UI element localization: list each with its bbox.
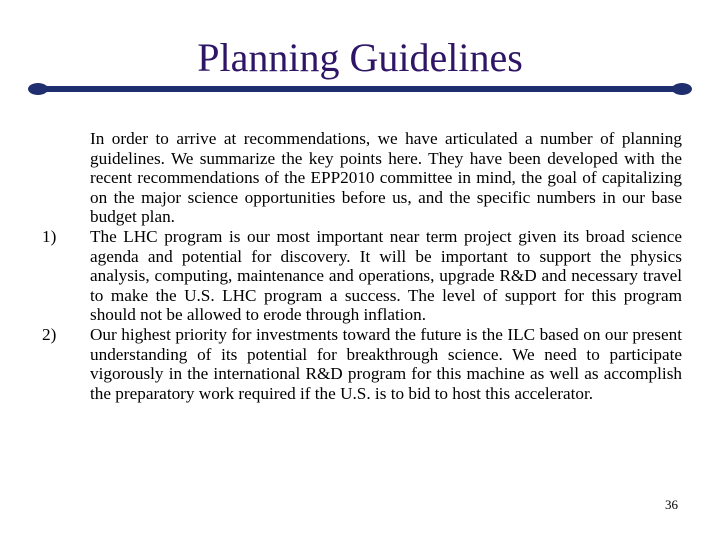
rule-right-cap xyxy=(672,83,692,95)
slide-title: Planning Guidelines xyxy=(197,35,523,80)
list-item-number: 1) xyxy=(42,226,57,246)
list-item-number: 2) xyxy=(42,324,57,344)
page-number: 36 xyxy=(665,497,678,512)
title-underline xyxy=(28,82,692,96)
intro-paragraph: In order to arrive at recommendations, we have articulated a number of planning guidelines. We summarize the key points here. They have been developed with the recent recommendations of the EPP2010 committee in mind, the goal of capitalizing on the major science opportunities before us, and the specific numbers in our base budget plan. xyxy=(90,129,682,227)
list-item-text: The LHC program is our most important near term project given its broad science agenda and potential for discovery. It will be important to support the physics analysis, computing, maintenance and operations, upgrade R&D and necessary travel to make the U.S. LHC program a success. The level of support for this program should not be allowed to erode through inflation. xyxy=(90,226,682,325)
slide-body xyxy=(42,129,682,403)
list-item xyxy=(42,226,682,325)
list-item xyxy=(42,324,682,403)
list-item-text: Our highest priority for investments toward the future is the ILC based on our present understanding of its potential for breakthrough science. We need to participate vigorously in the international R&D program for this machine as well as accomplish the preparatory work required if the U.S. is to bid to host this accelerator. xyxy=(90,324,682,403)
rule-bar xyxy=(36,86,684,92)
